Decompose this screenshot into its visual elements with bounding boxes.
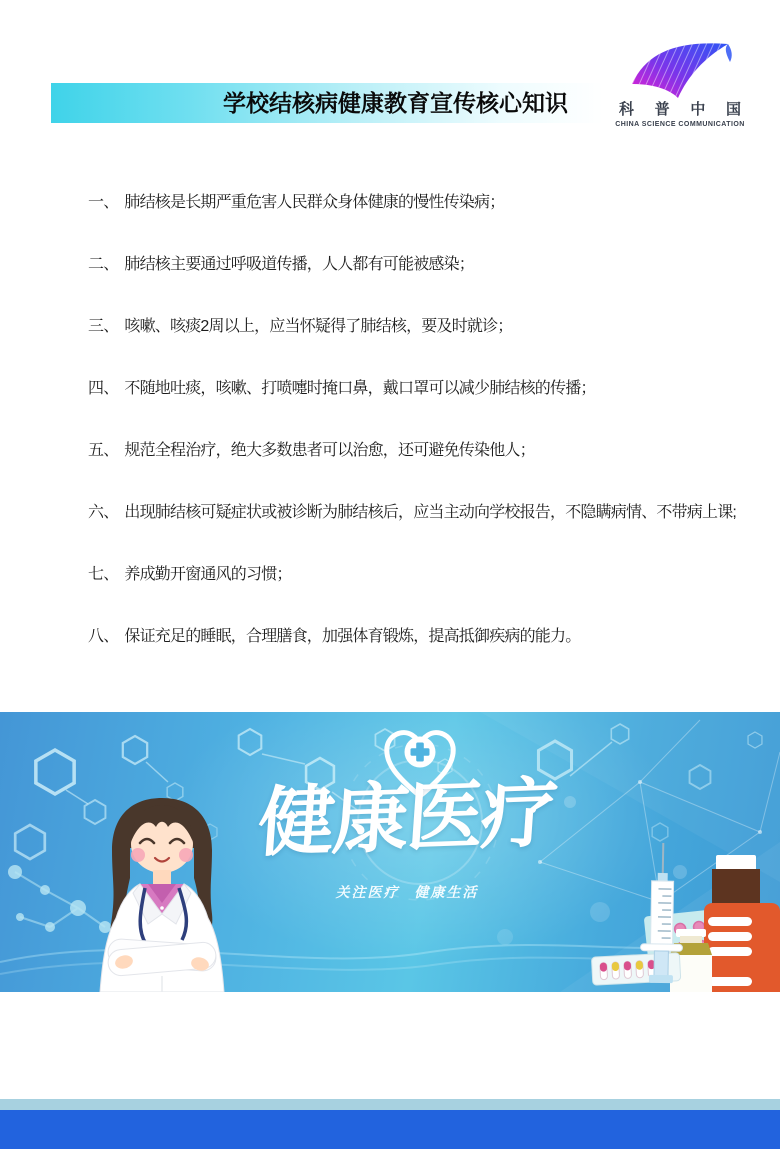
logo-name-en: CHINA SCIENCE COMMUNICATION <box>615 120 745 128</box>
logo-name-cn: 科 普 中 国 <box>619 101 741 118</box>
list-item: 六、 出现肺结核可疑症状或被诊断为肺结核后，应当主动向学校报告，不隐瞒病情、不带病上课; <box>88 504 737 521</box>
list-item: 五、 规范全程治疗，绝大多数患者可以治愈，还可避免传染他人； <box>88 442 535 459</box>
gradient-wing-swoosh-icon <box>612 34 748 100</box>
kepuzhongguo-logo <box>612 34 748 138</box>
footer-light-strip <box>0 1099 780 1110</box>
medicines-illustration <box>590 837 780 992</box>
header-title-banner <box>51 83 603 123</box>
list-item: 四、 不随地吐痰，咳嗽、打喷嚏时掩口鼻，戴口罩可以减少肺结核的传播； <box>88 380 596 397</box>
female-doctor-illustration <box>82 792 242 992</box>
footer-blue-bar <box>0 1110 780 1149</box>
list-item: 一、 肺结核是长期严重危害人民群众身体健康的慢性传染病； <box>88 194 505 211</box>
list-item: 八、 保证充足的睡眠，合理膳食，加强体育锻炼，提高抵御疾病的能力。 <box>88 628 581 645</box>
health-care-banner <box>0 712 780 992</box>
page-title: 学校结核病健康教育宣传核心知识 <box>223 90 568 116</box>
list-item: 二、 肺结核主要通过呼吸道传播，人人都有可能被感染； <box>88 256 475 273</box>
list-item: 七、 养成勤开窗通风的习惯； <box>88 566 292 583</box>
banner-subtitle: 关注医疗 健康生活 <box>335 885 479 901</box>
knowledge-list <box>88 195 774 691</box>
medicine-bottle <box>704 855 780 992</box>
list-item: 三、 咳嗽、咳痰2周以上，应当怀疑得了肺结核，要及时就诊； <box>88 318 513 335</box>
banner-title: 健康医疗 <box>255 767 559 868</box>
